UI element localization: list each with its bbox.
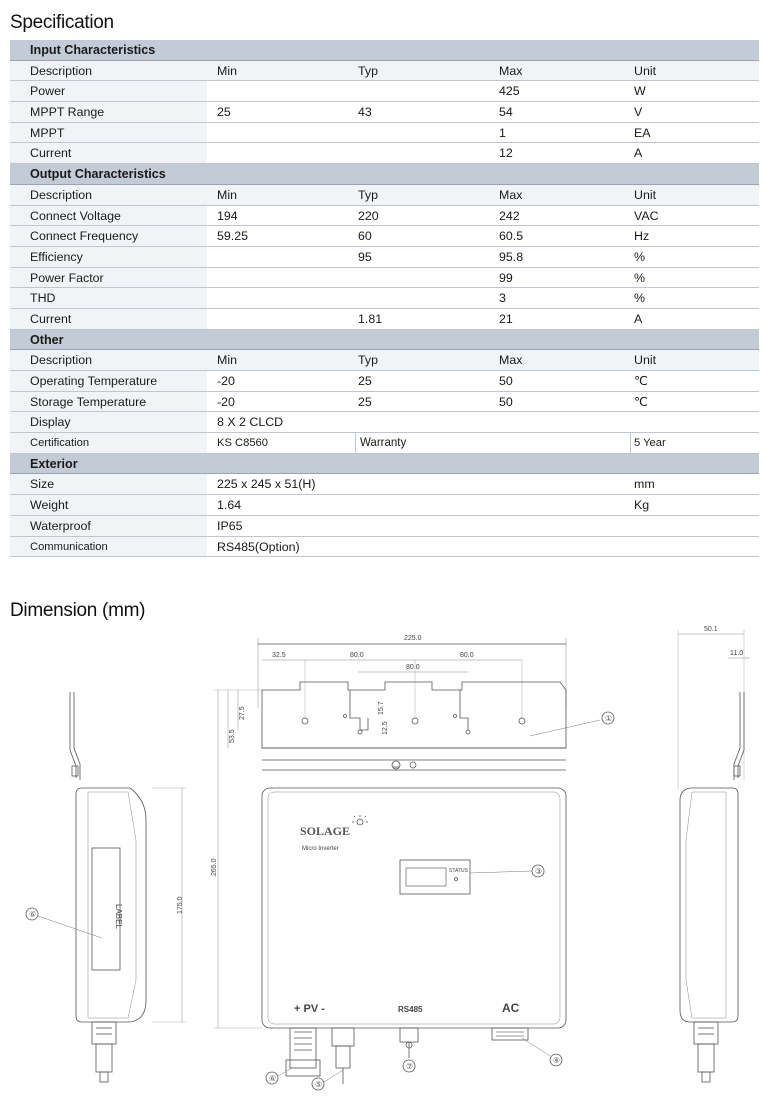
cell-max: 99 [499, 270, 513, 285]
cell-description: Current [10, 143, 207, 163]
specification-table [10, 40, 759, 557]
cell-typ: 43 [358, 105, 372, 120]
section-header-input [10, 40, 759, 61]
cell-description: Waterproof [10, 516, 207, 536]
section-title: Other [30, 332, 64, 347]
dim-12-5-label: 12.5 [382, 721, 389, 735]
cell-certification-label: Certification [10, 433, 207, 453]
dim-15-7-label: 15.7 [378, 701, 385, 715]
sun-icon [352, 815, 368, 825]
pv-minus-connector [332, 1028, 354, 1046]
col-typ: Typ [358, 187, 378, 202]
cell-unit: VAC [634, 208, 659, 223]
col-max: Max [499, 187, 523, 202]
section-title: Output Characteristics [30, 167, 166, 182]
rs485-connector [400, 1028, 418, 1042]
section-header-exterior [10, 454, 759, 475]
cell-min: 59.25 [217, 229, 249, 244]
cell-unit: ℃ [634, 374, 648, 388]
dim-80-c-label: 80.0 [460, 652, 474, 659]
cell-unit: W [634, 84, 646, 99]
cell-description: Storage Temperature [10, 392, 207, 412]
callout-4-label: ④ [553, 1056, 561, 1065]
front-view [211, 635, 614, 1090]
table-row [10, 371, 759, 392]
table-row [10, 206, 759, 227]
cell-description: Communication [10, 537, 207, 557]
dim-32-5-label: 32.5 [272, 652, 286, 659]
column-header-row [10, 61, 759, 82]
col-min: Min [217, 63, 237, 78]
cell-typ: 95 [358, 249, 372, 264]
cell-min: 8 X 2 CLCD [217, 415, 284, 430]
cell-value: RS485(Option) [217, 539, 300, 554]
callout-3-label: ③ [535, 867, 543, 876]
cell-description: Operating Temperature [10, 371, 207, 391]
dimension-drawing [0, 620, 765, 1103]
cell-max: 60.5 [499, 229, 524, 244]
table-row [10, 412, 759, 433]
cell-unit: Hz [634, 229, 650, 244]
table-row [10, 123, 759, 144]
section-header-other [10, 330, 759, 351]
pv-label: + PV - [294, 1003, 325, 1015]
col-min: Min [217, 187, 237, 202]
cell-unit: Kg [634, 498, 650, 513]
column-header-row [10, 350, 759, 371]
cell-description: Efficiency [10, 247, 207, 267]
cell-unit: EA [634, 125, 651, 140]
table-row [10, 247, 759, 268]
certification-row [10, 433, 759, 454]
table-row [10, 143, 759, 164]
cell-max: 12 [499, 146, 513, 161]
col-description: Description [10, 350, 207, 370]
dimension-title: Dimension (mm) [10, 600, 146, 621]
col-description: Description [10, 185, 207, 205]
col-min: Min [217, 353, 237, 368]
ac-label: AC [502, 1001, 520, 1015]
pv-plus-connector [290, 1028, 316, 1068]
col-unit: Unit [634, 187, 657, 202]
cell-unit: % [634, 291, 646, 306]
cell-description: MPPT [10, 123, 207, 143]
cell-description: Size [10, 474, 207, 494]
cell-unit: A [634, 146, 643, 161]
table-row [10, 268, 759, 289]
section-title: Input Characteristics [30, 43, 156, 57]
section-title: Exterior [30, 456, 78, 471]
cell-min: 25 [217, 105, 231, 120]
display-window [400, 860, 470, 894]
col-typ: Typ [358, 63, 378, 78]
cell-value: 225 x 245 x 51(H) [217, 477, 316, 492]
table-row [10, 288, 759, 309]
table-row [10, 102, 759, 123]
cell-max: 3 [499, 291, 506, 306]
table-row [10, 309, 759, 330]
cell-description: Connect Frequency [10, 226, 207, 246]
dim-width-label: 225.0 [404, 635, 422, 642]
col-unit: Unit [634, 63, 657, 78]
dim-80-b-label: 80.0 [406, 664, 420, 671]
cell-unit: mm [634, 477, 655, 492]
right-side-view [678, 626, 750, 1082]
cell-certification-value: KS C8560 [217, 437, 268, 450]
table-row [10, 495, 759, 516]
cell-description: Current [10, 309, 207, 329]
col-typ: Typ [358, 353, 378, 368]
cell-unit: % [634, 270, 646, 285]
cell-max: 50 [499, 394, 513, 409]
label-text: LABEL [114, 904, 123, 929]
col-unit: Unit [634, 353, 657, 368]
dim-175-label: 175.0 [177, 896, 184, 914]
cell-unit: V [634, 105, 643, 120]
cell-description: Connect Voltage [10, 206, 207, 226]
column-header-row [10, 185, 759, 206]
callout-6-bottom-label: ⑥ [269, 1074, 277, 1083]
callout-5-label: ⑤ [315, 1080, 323, 1089]
cell-description: Weight [10, 495, 207, 515]
table-row [10, 226, 759, 247]
cell-typ: 1.81 [358, 311, 383, 326]
cell-max: 242 [499, 208, 520, 223]
left-side-view [26, 692, 186, 1082]
cell-description: THD [10, 288, 207, 308]
col-description: Description [10, 61, 207, 81]
dim-depth-label: 50.1 [704, 626, 718, 633]
cell-warranty-value: 5 Year [634, 437, 666, 450]
status-text: STATUS [449, 868, 468, 874]
callout-7-label: ⑦ [406, 1062, 414, 1071]
table-row [10, 392, 759, 413]
cell-description: MPPT Range [10, 102, 207, 122]
cell-description: Power Factor [10, 268, 207, 288]
cell-max: 95.8 [499, 249, 524, 264]
cell-value: 1.64 [217, 498, 242, 513]
cell-min: 194 [217, 208, 238, 223]
table-row [10, 81, 759, 102]
cell-value: IP65 [217, 518, 243, 533]
callout-1-label: ① [605, 714, 613, 723]
cell-unit: A [634, 311, 643, 326]
callout-6-side-label: ⑥ [29, 910, 37, 919]
rs485-label: RS485 [398, 1005, 423, 1014]
section-header-output [10, 164, 759, 185]
table-row [10, 537, 759, 558]
table-row [10, 516, 759, 537]
cell-max: 21 [499, 311, 513, 326]
cell-min: -20 [217, 394, 235, 409]
dim-27-5-label: 27.5 [239, 706, 246, 720]
specification-title: Specification [10, 12, 114, 33]
cell-max: 54 [499, 105, 513, 120]
cell-typ: 60 [358, 229, 372, 244]
dim-11-label: 11.0 [730, 650, 744, 657]
cell-description: Display [10, 412, 207, 432]
dim-80-a-label: 80.0 [350, 652, 364, 659]
col-max: Max [499, 353, 523, 368]
table-row [10, 474, 759, 495]
cell-typ: 220 [358, 208, 379, 223]
cell-typ: 25 [358, 394, 372, 409]
cell-max: 425 [499, 84, 520, 99]
brand-logo-text: SOLAGE [300, 824, 351, 838]
cell-unit: ℃ [634, 394, 648, 409]
dim-53-5-label: 53.5 [229, 729, 236, 743]
cell-warranty-label: Warranty [355, 433, 631, 453]
cell-description: Power [10, 81, 207, 101]
cell-min: -20 [217, 374, 235, 388]
cell-unit: % [634, 249, 646, 264]
cell-max: 1 [499, 125, 506, 140]
cell-max: 50 [499, 374, 513, 388]
product-name-text: Micro Inverter [302, 846, 339, 852]
dim-height-label: 265.0 [211, 858, 218, 876]
col-max: Max [499, 63, 523, 78]
cell-typ: 25 [358, 374, 372, 388]
